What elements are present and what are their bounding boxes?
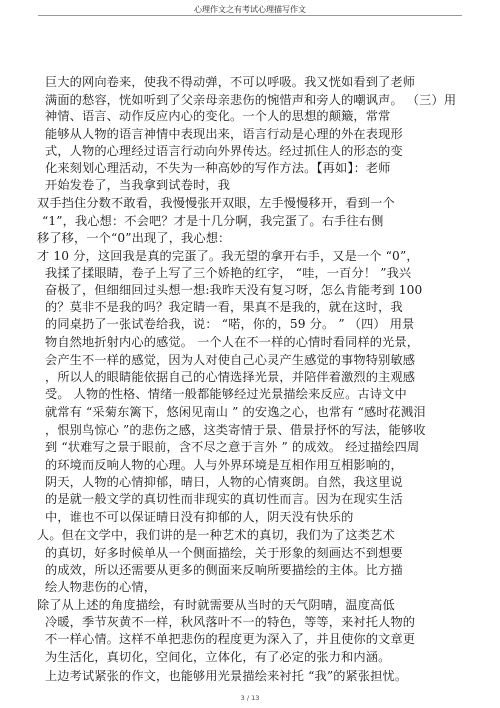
text-line: 移了移，一个“0”出现了，我心想：: [37, 231, 231, 245]
text-line: 的环境而反响人物的心理。人与外界环境是互相作用互相影响的，: [45, 458, 403, 472]
text-line: 阴天，人物的心情抑郁，晴日，人物的心情爽朗。自然，我这里说: [45, 475, 403, 489]
text-line: 神情、语言、动作反应内心的变化。一个人的思想的颠簸，常常: [45, 109, 391, 123]
text-line: 上边考试紧张的作文，也能够用光景描绘来衬托 “我”的紧张担忧。: [45, 669, 408, 683]
text-line: 冷暖，季节灰黄不一样，秋风落叶不一的特色，等等，来衬托人物的: [45, 615, 416, 629]
text-line: 满面的愁容，恍如听到了父亲母亲悲伤的惋惜声和旁人的嘲讽声。 （三）用: [45, 93, 457, 107]
text-line: 双手挡住分数不敢看，我慢慢张开双眼，左手慢慢移开，看到一个: [37, 196, 395, 210]
text-line: 不一样心情。这样不单把悲伤的程度更为深入了，并且使你的文章更: [45, 632, 416, 646]
text-line: 的？莫非不是我的吗？我定睛一看，果真不是我的，就在这时，我: [45, 300, 403, 314]
text-line: 巨大的网向卷来，使我不得动弹，不可以呼吸。我又恍如看到了老师: [45, 75, 416, 89]
header-divider: [38, 15, 462, 16]
text-line: 才 10 分，这回我是真的完蛋了。我无望的拿开右手，又是一个 “0”，: [37, 249, 419, 263]
text-line: 人。但在文学中，我们讲的是一种艺术的真切，我们为了这类艺术: [37, 528, 395, 542]
text-line: 中，谁也不可以保证晴日没有抑郁的人，阴天没有快乐的: [45, 510, 354, 524]
text-line: 式，人物的心理经过语言行动向外界传达。经过抓住人的形态的变: [45, 144, 403, 158]
text-line: 开始发卷了，当我拿到试卷时，我: [45, 178, 231, 192]
page-number: 3 / 13: [240, 694, 260, 702]
text-line: 除了从上述的角度描绘，有时就需要从当时的天气阴晴，温度高低: [37, 598, 395, 612]
text-line: 绘人物悲伤的心情，: [45, 580, 157, 594]
text-line: 化来刻划心理活动，不失为一种高妙的写作方法。【再如】：老师: [45, 161, 391, 175]
text-line: “1”，我心想：不会吧？才是十几分啊，我完蛋了。右手往右侧: [42, 214, 384, 228]
text-line: 为生活化，真切化，空间化，立体化，有了必定的张力和内涵。: [45, 650, 391, 664]
text-line: ，恨别鸟惊心 ”的悲伤之感，这类寄情于景、借景抒怀的写法，能够收: [45, 423, 426, 437]
text-line: 到 “状难写之景于眼前，含不尽之意于言外 ” 的成效。 经过描绘四周: [45, 440, 420, 454]
text-line: 能够从人物的语言神情中表现出来，语言行动是心理的外在表现形: [45, 127, 403, 141]
text-line: 的是就一般文学的真切性而非现实的真切性而言。因为在现实生活: [45, 492, 403, 506]
text-line: 的成效，所以还需要从更多的侧面来反响所要描绘的主体。比方描: [45, 563, 403, 577]
text-line: 我揉了揉眼睛，卷子上写了三个娇艳的红字， “哇，一百分！ ”我兴: [45, 266, 412, 280]
text-line: 物自然地折射内心的感觉。 一个人在不一样的心情时看同样的光景，: [45, 335, 420, 349]
text-line: ，所以人的眼睛能依据自己的心情选择光景，并陪伴着激烈的主观感: [45, 370, 416, 384]
text-line: 就常有 “采菊东篱下，悠闲见南山 ” 的安逸之心，也常有 “感时花溅泪: [45, 405, 426, 419]
text-line: 会产生不一样的感觉，因为人对使自己心灵产生感觉的事物特别敏感: [45, 353, 416, 367]
text-line: 的真切，好多时候单从一个侧面描绘，关于形象的刻画达不到想要: [45, 546, 403, 560]
text-line: 受。 人物的性格、情绪一般都能够经过光景描绘来反应。古诗文中: [45, 387, 407, 401]
document-header-title: 心理作文之有考试心理描写作文: [194, 5, 306, 14]
text-line: 的同桌扔了一张试卷给我，说： “喏，你的，59 分。 ” （四） 用景: [45, 317, 415, 331]
text-line: 奋极了，但细细回过头想一想:我昨天没有复习呀，怎么肯能考到 100: [45, 283, 423, 297]
